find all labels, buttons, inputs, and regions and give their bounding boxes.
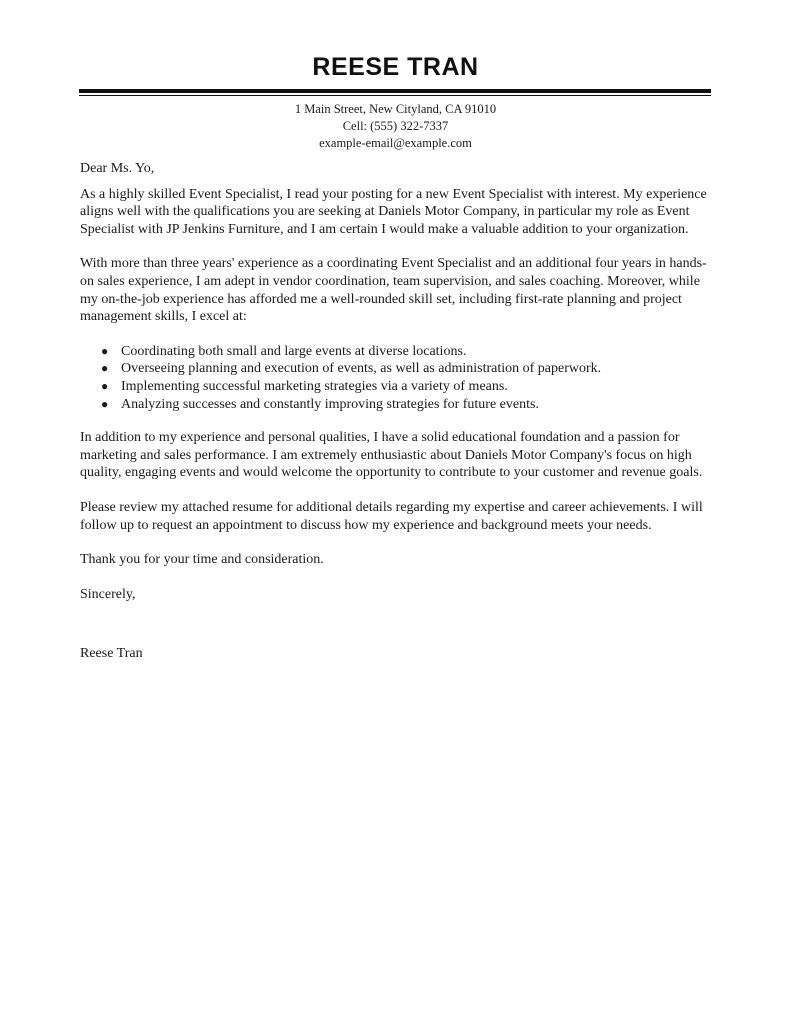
paragraph-follow-up: Please review my attached resume for additional details regarding my expertise and career achievements. I will follow up to request an appointment to discuss how my experience and background meets your needs. — [80, 499, 703, 533]
bullet-icon: ● — [101, 396, 109, 411]
paragraph-experience: With more than three years' experience as a coordinating Event Specialist and an additional four years in hands-on sales experience, I am adept in vendor coordination, team supervision, and sales coaching. Moreover, while my on-the-job experience has afforded me a well-rounded skill set, including first-rate planning and project management skills, I excel at: — [80, 256, 707, 325]
sender-address: 1 Main Street, New Cityland, CA 91010 — [294, 102, 497, 116]
sender-email: example-email@example.com — [319, 136, 472, 150]
bullet-icon: ● — [101, 361, 109, 376]
list-item — [80, 360, 720, 378]
paragraph-thanks: Thank you for your time and consideration. — [80, 552, 324, 568]
paragraph-intro: As a highly skilled Event Specialist, I read your posting for a new Event Specialist with interest. My experience aligns well with the qualifications you are seeking at Daniels Motor Company, in particular my role as Event Specialist with JP Jenkins Furniture, and I am certain I would make a valuable addition to your organization. — [80, 186, 707, 237]
paragraph-education: In addition to my experience and personal qualities, I have a solid educational foundation and a passion for marketing and sales performance. I am extremely enthusiastic about Daniels Motor Company's focus on high quality, engaging events and would welcome the opportunity to contribute to your customer and revenue goals. — [80, 430, 703, 481]
header-rule-thick — [79, 89, 711, 93]
bullet-icon: ● — [101, 343, 109, 358]
header-rule-thin — [79, 95, 711, 96]
list-item-text: Overseeing planning and execution of events, as well as administration of paperwork. — [121, 361, 602, 377]
list-item — [80, 378, 720, 396]
list-item-text: Analyzing successes and constantly improving strategies for future events. — [121, 396, 539, 412]
signature-space — [80, 603, 720, 645]
sender-name: REESE TRAN — [312, 53, 479, 81]
bullet-icon: ● — [101, 378, 109, 393]
skills-list — [80, 343, 720, 413]
list-item — [80, 343, 720, 361]
list-item-text: Coordinating both small and large events at diverse locations. — [121, 343, 467, 359]
list-item — [80, 396, 720, 414]
salutation: Dear Ms. Yo, — [80, 161, 155, 176]
closing: Sincerely, — [80, 586, 136, 602]
contact-block — [0, 101, 791, 152]
sender-phone: Cell: (555) 322-7337 — [342, 119, 449, 133]
list-item-text: Implementing successful marketing strategies via a variety of means. — [121, 378, 508, 394]
signature-name: Reese Tran — [80, 646, 143, 662]
letter-body — [80, 160, 720, 680]
